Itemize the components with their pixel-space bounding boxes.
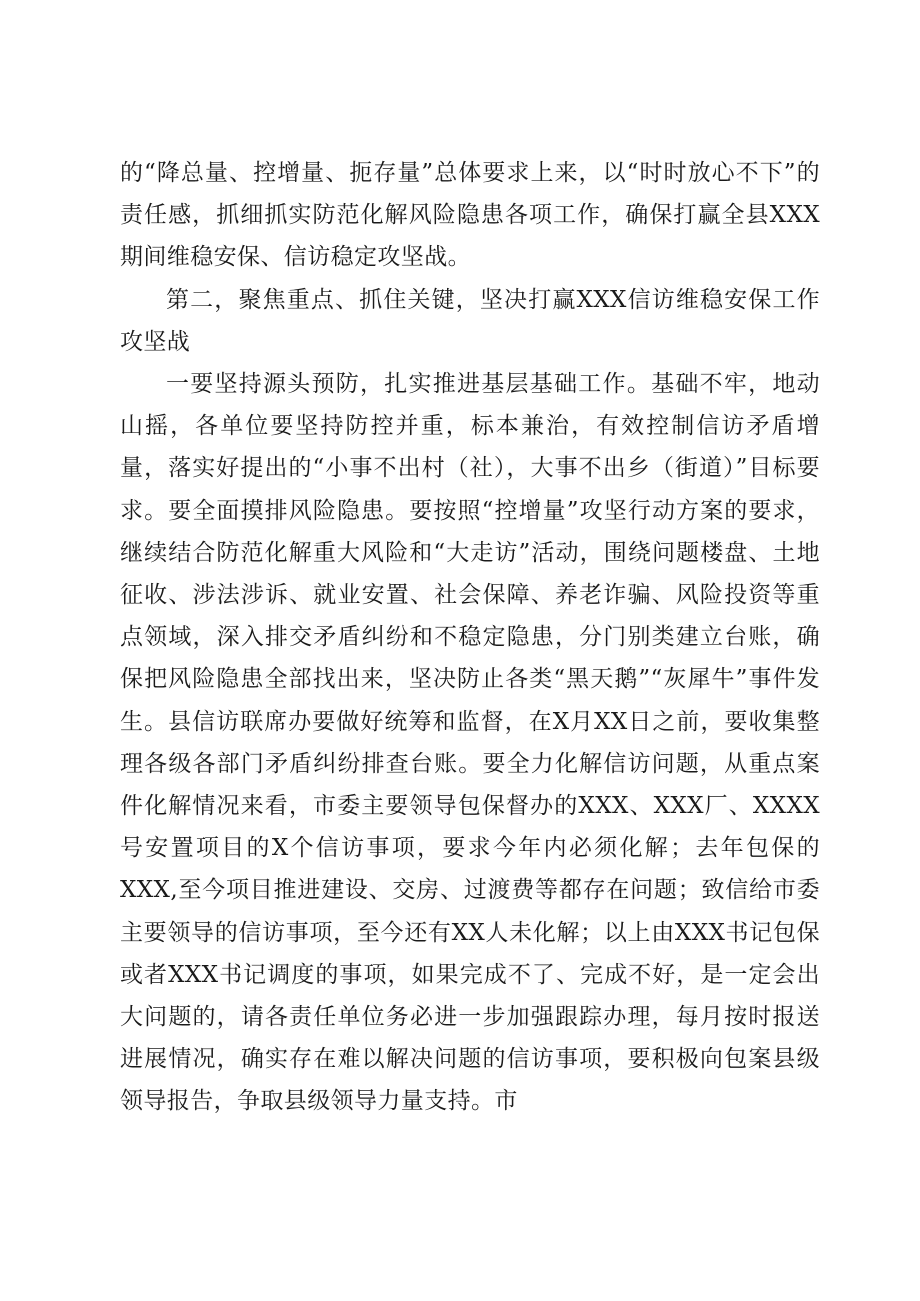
- document-body: [120, 152, 820, 1123]
- section-heading: 第二，聚焦重点、抓住关键，坚决打赢XXX信访维稳安保工作攻坚战: [120, 286, 820, 355]
- paragraph-continuation: 的“降总量、控增量、扼存量”总体要求上来，以“时时放心不下”的责任感，抓细抓实防范化解风险隐患各项工作，确保打赢全县XXX期间维稳安保、信访稳定攻坚战。: [120, 160, 820, 271]
- paragraph-body: 一要坚持源头预防，扎实推进基层基础工作。基础不牢，地动山摇，各单位要坚持防控并重，标本兼治，有效控制信访矛盾增量，落实好提出的“小事不出村（社），大事不出乡（街道）”目标要求。要全面摸排风险隐患。要按照“控增量”攻坚行动方案的要求，继续结合防范化解重大风险和“大走访”活动，围绕问题楼盘、土地征收、涉法涉诉、就业安置、社会保障、养老诈骗、风险投资等重点领域，深入排交矛盾纠纷和不稳定隐患，分门别类建立台账，确保把风险隐患全部找出来，坚决防止各类“黑天鹅”“灰犀牛”事件发生。县信访联席办要做好统筹和监督，在X月XX日之前，要收集整理各级各部门矛盾纠纷排查台账。要全力化解信访问题，从重点案件化解情况来看，市委主要领导包保督办的XXX、XXX厂、XXXX号安置项目的X个信访事项，要求今年内必须化解；去年包保的XXX,至今项目推进建设、交房、过渡费等都存在问题；致信给市委主要领导的信访事项，至今还有XX人未化解；以上由XXX书记包保或者XXX书记调度的事项，如果完成不了、完成不好，是一定会出大问题的，请各责任单位务必进一步加强跟踪办理，每月按时报送进展情况，确实存在难以解决问题的信访事项，要积极向包案县级领导报告，争取县级领导力量支持。市: [120, 371, 820, 1115]
